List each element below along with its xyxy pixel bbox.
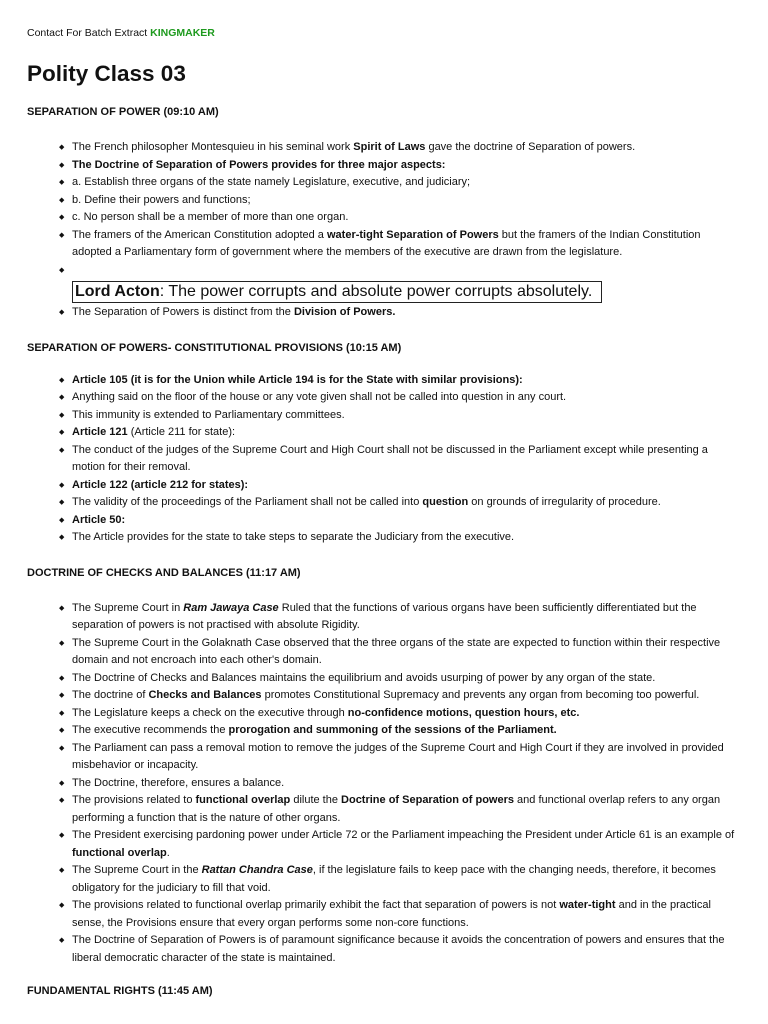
bold-text: Article 122 (article 212 for states):	[72, 478, 249, 491]
list-item	[72, 775, 741, 793]
text-run: The Article provides for the state to take steps to separate the Judiciary from the executive.	[72, 531, 515, 543]
text-run: Ruled that the functions of various organs have been sufficiently differentiated but the separation of powers is not practised with absolute Rigidity.	[72, 601, 697, 631]
page-title: Polity Class 03	[27, 61, 186, 86]
list-item	[72, 372, 741, 390]
list-item	[72, 407, 741, 425]
list-item	[72, 157, 741, 175]
quote-box	[72, 281, 602, 303]
list-item	[72, 635, 741, 670]
text-run: The Doctrine, therefore, ensures a balance.	[72, 776, 285, 789]
text-run: The executive recommends the	[72, 724, 229, 736]
text-run: and in the practical sense, the Provisions ensure that every organ performs some non-core functions.	[72, 899, 711, 929]
list-item	[72, 512, 741, 530]
list-item	[72, 705, 741, 723]
bold-text: Lord Acton	[75, 283, 160, 300]
text-run: .	[166, 846, 170, 859]
section-heading: SEPARATION OF POWER (09:10 AM)	[27, 106, 219, 118]
text-run: promotes Constitutional Supremacy and prevents any organ from becoming too powerful.	[261, 689, 700, 701]
list-item	[72, 424, 741, 442]
list-item	[72, 209, 741, 227]
bold-text: prorogation and summoning of the sessions of the Parliament.	[228, 724, 557, 736]
list-item	[72, 494, 741, 512]
text-run: The validity of the proceedings of the Parliament shall not be called into	[72, 496, 423, 508]
text-run: c. No person shall be a member of more than one organ.	[72, 211, 349, 223]
text-run: The conduct of the judges of the Supreme Court and High Court shall not be discussed in the Parliament except while presenting a motion for their removal.	[72, 443, 708, 473]
list-item	[72, 529, 741, 547]
text-run: The French philosopher Montesquieu in his seminal work	[72, 141, 354, 153]
text-run: : The power corrupts and absolute power corrupts absolutely.	[159, 283, 593, 300]
bold-text: water-tight	[559, 899, 616, 911]
contact-prefix: Contact For Batch Extract	[27, 27, 148, 39]
text-run: The Legislature keeps a check on the executive through	[72, 706, 348, 719]
list-item	[72, 792, 741, 827]
bold-text: functional overlap	[195, 794, 291, 806]
text-run: b. Define their powers and functions;	[72, 193, 251, 206]
text-run: The President exercising pardoning power under Article 72 or the Parliament impeaching the President under Article 61 is an example of	[72, 829, 735, 841]
text-run: Anything said on the floor of the house or any vote given shall not be called into question in any court.	[72, 391, 567, 403]
text-run: The Doctrine of Checks and Balances maintains the equilibrium and avoids usurping of power by any organ of the state.	[72, 671, 656, 684]
bullet-list	[27, 372, 741, 547]
list-item	[72, 442, 741, 477]
list-item	[72, 389, 741, 407]
list-item	[72, 174, 741, 192]
brand-name: KINGMAKER	[150, 27, 215, 39]
text-run: gave the doctrine of Separation of powers.	[425, 141, 636, 153]
list-item	[72, 477, 741, 495]
text-run: The Separation of Powers is distinct from the	[72, 306, 294, 318]
section-heading: SEPARATION OF POWERS- CONSTITUTIONAL PROVISIONS (10:15 AM)	[27, 341, 402, 354]
bullet-list	[27, 139, 741, 322]
list-item	[72, 740, 741, 775]
text-run: dilute the	[290, 794, 342, 806]
bold-text: Division of Powers.	[293, 306, 396, 318]
text-run: This immunity is extended to Parliamentary committees.	[72, 408, 345, 421]
bold-text: Article 105 (it is for the Union while Article 194 is for the State with similar provisions):	[72, 373, 523, 386]
bold-text: Checks and Balances	[148, 689, 262, 701]
text-run: The provisions related to functional overlap primarily exhibit the fact that separation of powers is not	[72, 899, 560, 911]
bold-text: functional overlap	[72, 846, 167, 859]
section-heading: FUNDAMENTAL RIGHTS (11:45 AM)	[27, 985, 213, 997]
text-run: The Supreme Court in the Golaknath Case observed that the three organs of the state are expected to function within their respective domain and not encroach into each other's domain.	[72, 636, 721, 666]
list-item	[72, 827, 741, 862]
bold-text: Article 50:	[72, 513, 126, 526]
list-item	[72, 670, 741, 688]
list-item	[72, 722, 741, 740]
list-item	[72, 192, 741, 210]
list-item	[72, 600, 741, 635]
document-content	[27, 106, 741, 998]
list-item	[72, 304, 741, 322]
list-item	[72, 932, 741, 967]
bold-text: The Doctrine of Separation of Powers provides for three major aspects:	[72, 158, 446, 171]
list-item	[72, 262, 741, 280]
text-run: The doctrine of	[72, 689, 149, 701]
text-run: on grounds of irregularity of procedure.	[468, 496, 661, 508]
list-item	[72, 227, 741, 262]
bold-text: Rattan Chandra Case	[201, 864, 313, 876]
list-item	[72, 897, 741, 932]
text-run: but the framers of the Indian Constitution adopted a Parliamentary form of government where the members of the executive are drawn from the legislature.	[72, 228, 701, 258]
contact-line	[27, 0, 741, 39]
bold-text: water-tight Separation of Powers	[326, 228, 499, 241]
text-run: The framers of the American Constitution adopted a	[72, 228, 327, 241]
bold-text: Article 121	[72, 426, 128, 438]
text-run: a. Establish three organs of the state namely Legislature, executive, and judiciary;	[72, 176, 471, 188]
list-item	[72, 687, 741, 705]
text-run: The Doctrine of Separation of Powers is of paramount significance because it avoids the concentration of powers and ensures that the liberal democratic character of the state is maintained.	[72, 934, 725, 964]
text-run: The Parliament can pass a removal motion to remove the judges of the Supreme Court and High Court if they are involved in provided misbehavior or incapacity.	[72, 741, 724, 771]
text-run: , if the legislature fails to keep pace with the changing needs, therefore, it becomes obligatory for the judiciary to fill that void.	[72, 864, 716, 894]
list-item	[72, 862, 741, 897]
bold-text: question	[422, 496, 469, 508]
text-run: and functional overlap refers to any organ performing a function that is the nature of other organs.	[72, 794, 721, 824]
bold-text: no-confidence motions, question hours, etc.	[347, 706, 580, 719]
bold-text: Spirit of Laws	[353, 141, 426, 153]
text-run: The Supreme Court in the	[72, 864, 202, 876]
text-run: The Supreme Court in	[72, 601, 184, 614]
bold-text: Doctrine of Separation of powers	[341, 794, 514, 806]
text-run: (Article 211 for state):	[127, 426, 236, 438]
bold-text: Ram Jawaya Case	[183, 601, 279, 614]
section-heading: DOCTRINE OF CHECKS AND BALANCES (11:17 AM)	[27, 566, 301, 579]
list-item	[72, 139, 741, 157]
bullet-list	[27, 600, 741, 968]
text-run: The provisions related to	[72, 794, 196, 806]
